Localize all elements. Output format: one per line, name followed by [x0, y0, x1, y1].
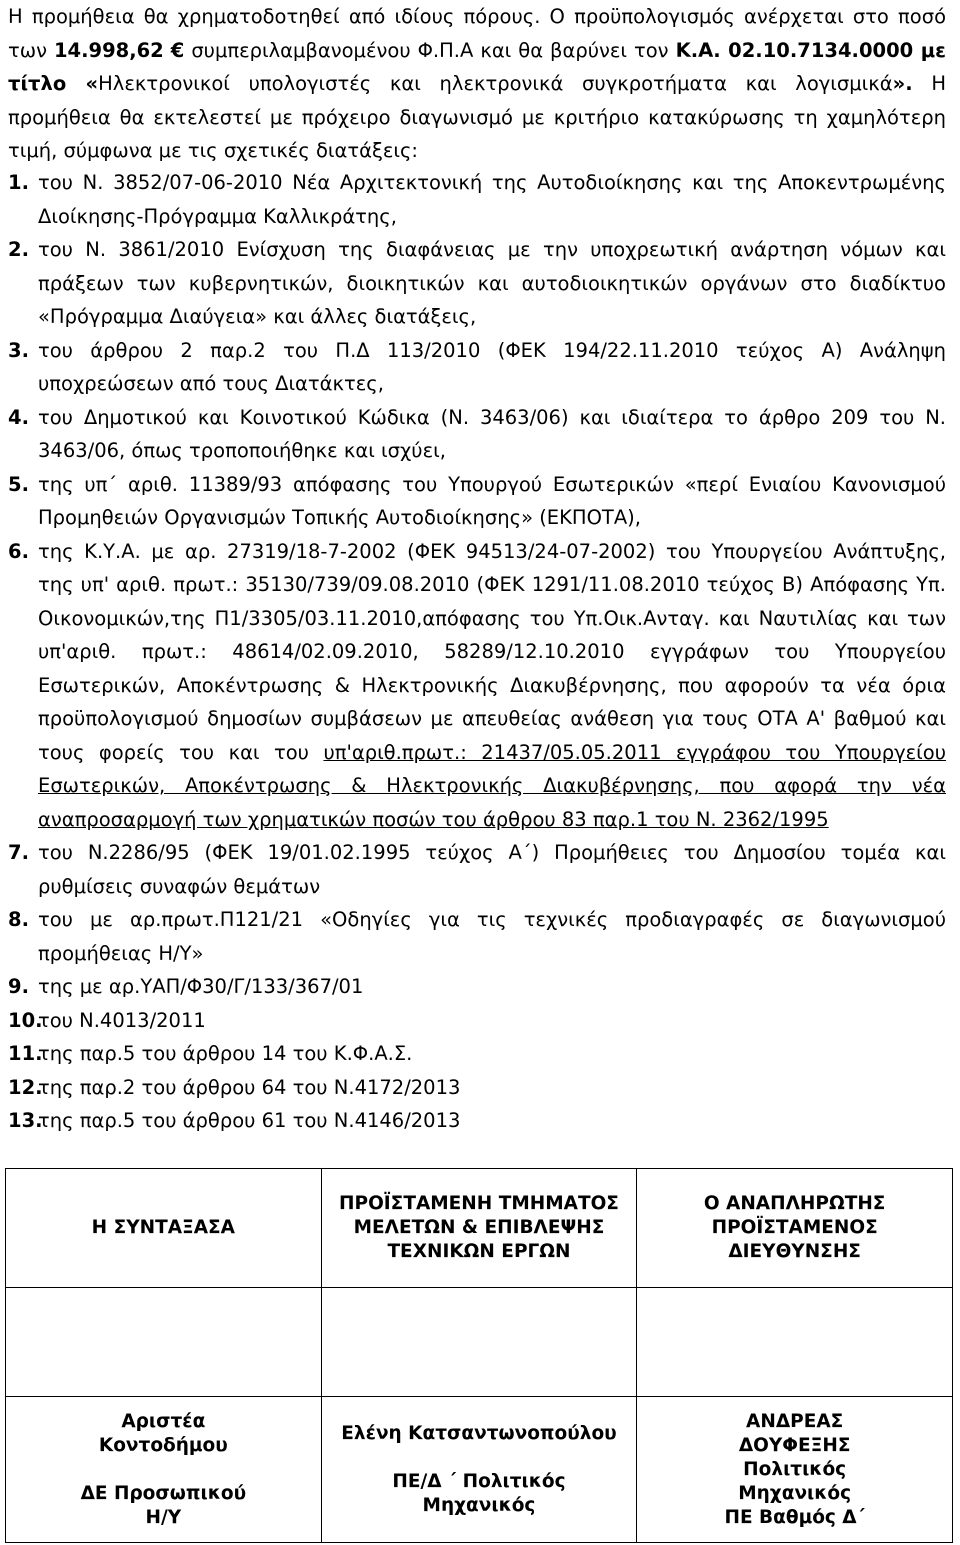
list-item-text: της παρ.2 του άρθρου 64 του Ν.4172/2013: [38, 1075, 461, 1099]
signatory-name: ΑΝΔΡΕΑΣ ΔΟΥΦΕΞΗΣ Πολιτικός Μηχανικός ΠΕ Βαθμός Δ΄: [637, 1397, 953, 1543]
list-item: [0, 970, 946, 1004]
list-item-text: του Ν. 3852/07-06-2010 Νέα Αρχιτεκτονική της Αυτοδιοίκησης και της Αποκεντρωμένης Διοίκησης-Πρόγραμμα Καλλικράτης,: [38, 171, 946, 228]
budget-amount: 14.998,62: [53, 38, 164, 62]
intro-text-1: Η προμήθεια θα χρηματοδοτηθεί από ιδίους πόρους. Ο προϋπολογισμός ανέρχεται στο ποσό των: [8, 5, 946, 62]
list-item-number: 7.: [8, 841, 29, 864]
list-item-text: της παρ.5 του άρθρου 61 του Ν.4146/2013: [38, 1109, 461, 1132]
signature-titles-row: [6, 1169, 953, 1288]
signature-space: [321, 1288, 637, 1397]
list-item-text: της με αρ.ΥΑΠ/Φ30/Γ/133/367/01: [38, 975, 364, 998]
signature-space: [637, 1288, 953, 1397]
signature-title: Η ΣΥΝΤΑΞΑΣΑ: [6, 1169, 322, 1288]
list-item-number: 13.: [8, 1109, 43, 1132]
provisions-list: [0, 166, 946, 1138]
underlined-reference: υπ'αριθ.πρωτ.: 21437/05.05.2011 εγγράφου του Υπουργείου Εσωτερικών, Αποκέντρωσης & Ηλεκτρονικής Διακυβέρνησης, που αφορά την νέα αναπροσαρμογή των χρηματικών ποσών του άρθρου 83 παρ.1 του Ν. 2362/1995: [38, 740, 946, 831]
list-item-number: 12.: [8, 1075, 43, 1099]
signature-space: [6, 1288, 322, 1397]
signature-space-row: [6, 1288, 953, 1397]
list-item-number: 3.: [8, 338, 29, 362]
list-item: [0, 334, 946, 401]
list-item: [0, 535, 946, 837]
list-item-text: του Δημοτικού και Κοινοτικού Κώδικα (Ν. 3463/06) και ιδιαίτερα το άρθρο 209 του Ν. 3463/06, όπως τροποποιήθηκε και ισχύει,: [38, 405, 946, 462]
budget-code: Κ.Α. 02.10.7134.0000 με τίτλο «: [8, 38, 946, 95]
list-item-number: 10.: [8, 1008, 43, 1032]
list-item-text: της υπ΄ αριθ. 11389/93 απόφασης του Υπουργού Εσωτερικών «περί Ενιαίου Κανονισμού Προμηθειών Οργανισμών Τοπικής Αυτοδιοίκησης» (ΕΚΠΟΤΑ),: [38, 472, 946, 529]
list-item-number: 4.: [8, 405, 29, 429]
euro-symbol: €: [170, 38, 185, 62]
list-item: [0, 1104, 946, 1138]
list-item-text: [38, 535, 946, 837]
budget-title-close: ».: [892, 72, 913, 95]
list-item-number: 1.: [8, 171, 29, 194]
list-item: [0, 401, 946, 468]
list-item: [0, 1071, 946, 1105]
list-item: [0, 1004, 946, 1038]
signatory-name: Αριστέα Κοντοδήμου ΔΕ Προσωπικού Η/Υ: [6, 1397, 322, 1543]
list-item-number: 9.: [8, 975, 29, 998]
list-item: [0, 233, 946, 334]
list-item-number: 11.: [8, 1042, 43, 1065]
signatory-names-row: [6, 1397, 953, 1543]
intro-paragraph: [8, 0, 946, 168]
list-item-number: 2.: [8, 238, 29, 261]
list-item: [0, 903, 946, 970]
list-item-number: 8.: [8, 908, 29, 931]
list-item-text: της παρ.5 του άρθρου 14 του Κ.Φ.Α.Σ.: [38, 1042, 413, 1065]
signature-table: [5, 1168, 953, 1543]
list-item-text: του με αρ.πρωτ.Π121/21 «Οδηγίες για τις τεχνικές προδιαγραφές σε διαγωνισμού προμήθειας Η/Υ»: [38, 908, 946, 965]
list-item: [0, 166, 946, 233]
list-item: [0, 836, 946, 903]
list-item: [0, 468, 946, 535]
signature-title: Ο ΑΝΑΠΛΗΡΩΤΗΣ ΠΡΟΪΣΤΑΜΕΝΟΣ ΔΙΕΥΘΥΝΣΗΣ: [637, 1169, 953, 1288]
list-item-text-plain: της Κ.Υ.Α. με αρ. 27319/18-7-2002 (ΦΕΚ 94513/24-07-2002) του Υπουργείου Ανάπτυξης, της υπ' αριθ. πρωτ.: 35130/739/09.08.2010 (ΦΕΚ 1291/11.08.2010 τεύχος Β) Απόφασης Υπ. Οικονομικών,της Π1/3305/03.11.2010,απόφασης του Υπ.Οικ.Ανταγ. και Ναυτιλίας και των υπ'αριθ. πρωτ.: 48614/02.09.2010, 58289/12.10.2010 εγγράφων του Υπουργείου Εσωτερικών, Αποκέντρωσης & Ηλεκτρονικής Διακυβέρνησης, που αφορούν τα νέα όρια προϋπολογισμού δημοσίων συμβάσεων με απευθείας ανάθεση για τους ΟΤΑ Α' βαθμού και τους φορείς του και του: [38, 539, 946, 764]
signatory-name: Ελένη Κατσαντωνοπούλου ΠΕ/Δ ΄ Πολιτικός Μηχανικός: [321, 1397, 637, 1543]
budget-title: Ηλεκτρονικοί υπολογιστές και ηλεκτρονικά συγκροτήματα και λογισμικά: [98, 72, 893, 95]
list-item-number: 5.: [8, 472, 29, 496]
list-item-text: του Ν. 3861/2010 Ενίσχυση της διαφάνειας με την υποχρεωτική ανάρτηση νόμων και πράξεων των κυβερνητικών, διοικητικών και αυτοδιοικητικών οργάνων στο διαδίκτυο «Πρόγραμμα Διαύγεια» και άλλες διατάξεις,: [38, 238, 946, 328]
intro-text-3: Η προμήθεια θα εκτελεστεί με πρόχειρο διαγωνισμό με κριτήριο κατακύρωσης τη χαμηλότερη τιμή, σύμφωνα με τις σχετικές διατάξεις:: [8, 72, 946, 162]
list-item-number: 6.: [8, 539, 29, 563]
intro-text-2: συμπεριλαμβανομένου Φ.Π.Α και θα βαρύνει τον: [184, 38, 676, 62]
list-item: [0, 1037, 946, 1071]
list-item-text: του Ν.4013/2011: [38, 1008, 206, 1032]
list-item-text: του άρθρου 2 παρ.2 του Π.Δ 113/2010 (ΦΕΚ 194/22.11.2010 τεύχος Α) Ανάληψη υποχρεώσεων από τους Διατάκτες,: [38, 338, 946, 395]
list-item-text: του Ν.2286/95 (ΦΕΚ 19/01.02.1995 τεύχος Α΄) Προμήθειες του Δημοσίου τομέα και ρυθμίσεις συναφών θεμάτων: [38, 841, 946, 898]
signature-title: ΠΡΟΪΣΤΑΜΕΝΗ ΤΜΗΜΑΤΟΣ ΜΕΛΕΤΩΝ & ΕΠΙΒΛΕΨΗΣ ΤΕΧΝΙΚΩΝ ΕΡΓΩΝ: [321, 1169, 637, 1288]
